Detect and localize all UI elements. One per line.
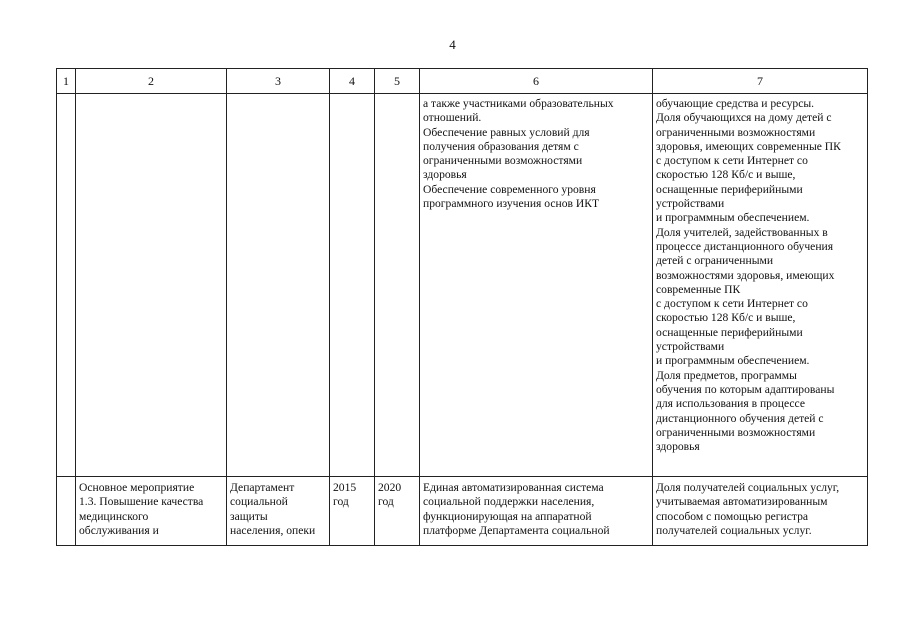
row1-cell-2: [76, 94, 227, 477]
table-header-row: [57, 69, 868, 94]
row2-cell-indicator: Доля получателей социальных услуг, учитываемая автоматизированным способом с помощью регистра получателей социальных услуг.: [653, 477, 868, 546]
row2-cell-result: Единая автоматизированная система социальной поддержки населения, функционирующая на аппаратной платформе Департамента социальной: [420, 477, 653, 546]
row1-cell-4: [330, 94, 375, 477]
page-number: 4: [449, 37, 456, 52]
row2-cell-1: [57, 477, 76, 546]
column-header-7: 7: [653, 69, 868, 94]
row1-cell-5: [375, 94, 420, 477]
column-header-3: 3: [227, 69, 330, 94]
column-header-6: 6: [420, 69, 653, 94]
row1-cell-indicators: обучающие средства и ресурсы. Доля обучающихся на дому детей с ограниченными возможностями здоровья, имеющих современные ПК с доступом к сети Интернет со скоростью 128 Кб/с и выше, оснащенные периферийными устройствами и программным обеспечением. Доля учителей, задействованных в процессе дистанционного обучения детей с ограниченными возможностями здоровья, имеющих современные ПК с доступом к сети Интернет со скоростью 128 Кб/с и выше, оснащенные периферийными устройствами и программным обеспечением. Доля предметов, программы обучения по которым адаптированы для использования в процессе дистанционного обучения детей с ограниченными возможностями здоровья: [653, 94, 868, 477]
column-header-2: 2: [76, 69, 227, 94]
row1-cell-goals: а также участниками образовательных отношений. Обеспечение равных условий для получения образования детям с ограниченными возможностями здоровья Обеспечение современного уровня программного изучения основ ИКТ: [420, 94, 653, 477]
row2-cell-activity: Основное мероприятие 1.3. Повышение качества медицинского обслуживания и: [76, 477, 227, 546]
column-header-4: 4: [330, 69, 375, 94]
row2-cell-end-year: 2020 год: [375, 477, 420, 546]
column-header-1: 1: [57, 69, 76, 94]
row1-cell-3: [227, 94, 330, 477]
document-table: [56, 68, 868, 546]
row2-cell-executor: Департамент социальной защиты населения, опеки: [227, 477, 330, 546]
column-header-5: 5: [375, 69, 420, 94]
table-row: [57, 94, 868, 477]
row1-cell-1: [57, 94, 76, 477]
table-row: [57, 477, 868, 546]
row2-cell-start-year: 2015 год: [330, 477, 375, 546]
